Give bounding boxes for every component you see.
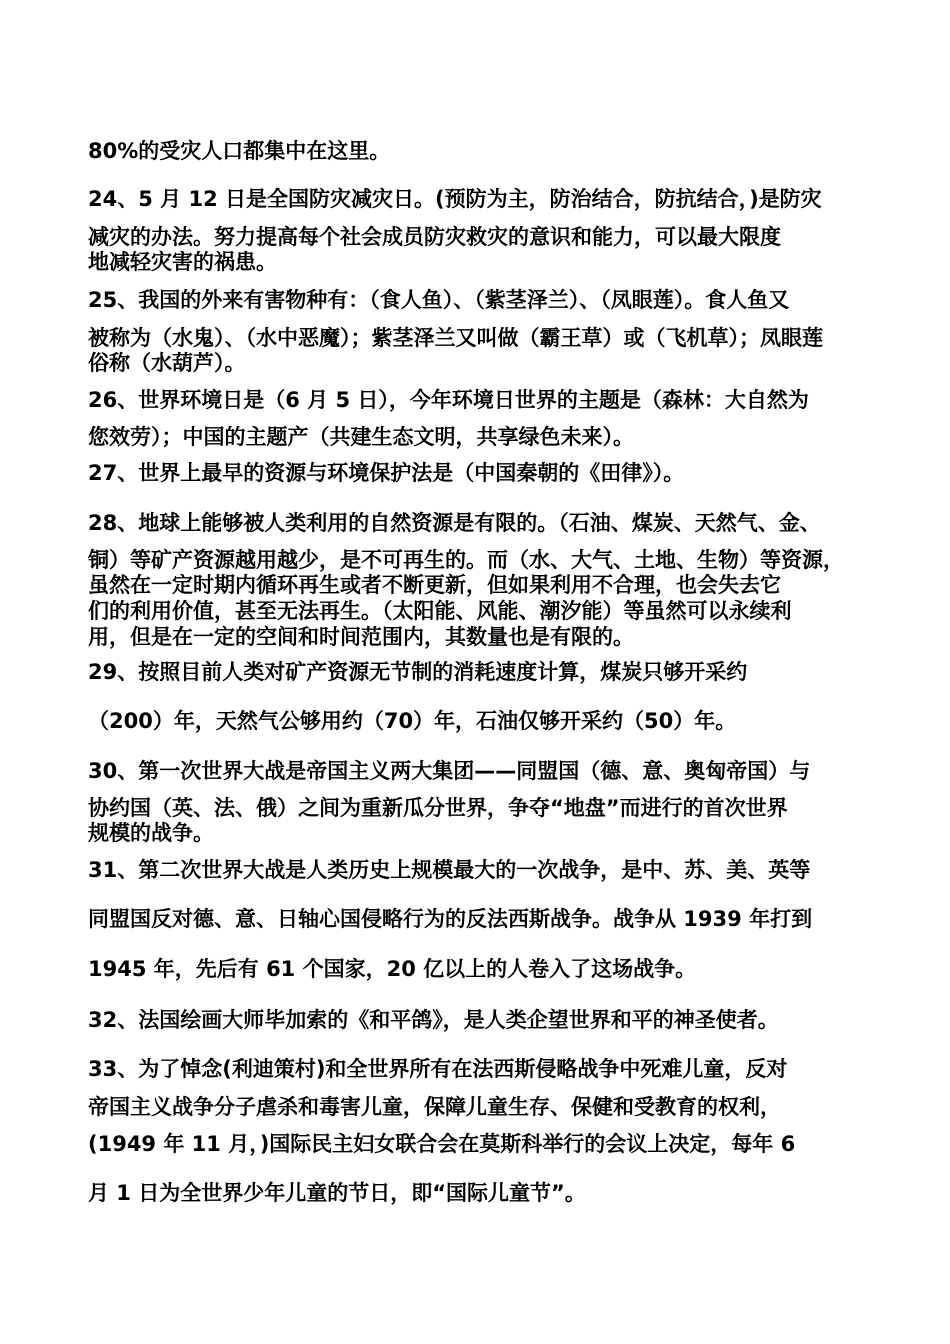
text-line: 25、我国的外来有害物种有：（食人鱼）、（紫茎泽兰）、（凤眼莲）。食人鱼又: [88, 288, 790, 312]
text-line: 虽然在一定时期内循环再生或者不断更新，但如果利用不合理，也会失去它: [88, 573, 781, 597]
text-line: 同盟国反对德、意、日轴心国侵略行为的反法西斯战争。战争从 1939 年打到: [88, 907, 813, 931]
text-line: 28、地球上能够被人类利用的自然资源是有限的。（石油、煤炭、天然气、金、: [88, 511, 821, 535]
text-line: 被称为（水鬼）、（水中恶魔）；紫茎泽兰又叫做（霸王草）或（飞机草）；凤眼莲: [88, 326, 823, 350]
text-line: （200）年，天然气公够用约（70）年，石油仅够开采约（50）年。: [88, 709, 737, 733]
text-line: 用，但是在一定的空间和时间范围内，其数量也是有限的。: [88, 625, 634, 649]
text-line: 1945 年，先后有 61 个国家，20 亿以上的人卷入了这场战争。: [88, 957, 697, 981]
text-line: 地减轻灾害的祸患。: [88, 250, 277, 274]
text-line: 26、世界环境日是（6 月 5 日），今年环境日世界的主题是（森林：大自然为: [88, 388, 809, 412]
text-line: 们的利用价值，甚至无法再生。（太阳能、风能、潮汐能）等虽然可以永续利: [88, 599, 792, 623]
text-line: 30、第一次世界大战是帝国主义两大集团——同盟国（德、意、奥匈帝国）与: [88, 759, 811, 783]
text-line: 铜）等矿产资源越用越少，是不可再生的。而（水、大气、土地、生物）等资源，: [88, 548, 844, 572]
text-line: 31、第二次世界大战是人类历史上规模最大的一次战争，是中、苏、美、英等: [88, 858, 811, 882]
text-line: 24、5 月 12 日是全国防灾减灾日。(预防为主，防治结合，防抗结合，)是防灾: [88, 187, 822, 211]
text-line: 您效劳）；中国的主题产（共建生态文明，共享绿色未来）。: [88, 425, 634, 449]
text-line: 规模的战争。: [88, 821, 214, 845]
text-line: 29、按照目前人类对矿产资源无节制的消耗速度计算，煤炭只够开采约: [88, 660, 748, 684]
text-line: 32、法国绘画大师毕加索的《和平鸽》，是人类企望世界和平的神圣使者。: [88, 1008, 779, 1032]
text-line: 33、为了悼念(利迪策村)和全世界所有在法西斯侵略战争中死难儿童，反对: [88, 1057, 788, 1081]
text-line: 月 1 日为全世界少年儿童的节日，即“国际儿童节”。: [88, 1181, 586, 1205]
text-line: 帝国主义战争分子虐杀和毒害儿童，保障儿童生存、保健和受教育的权利，: [88, 1095, 781, 1119]
text-line: 80%的受灾人口都集中在这里。: [88, 139, 391, 163]
text-line: 协约国（英、法、俄）之间为重新瓜分世界，争夺“地盘”而进行的首次世界: [88, 796, 788, 820]
text-line: 俗称（水葫芦）。: [88, 351, 246, 375]
text-line: 减灾的办法。努力提高每个社会成员防灾救灾的意识和能力，可以最大限度: [88, 225, 781, 249]
text-line: (1949 年 11 月，)国际民主妇女联合会在莫斯科举行的会议上决定，每年 6: [88, 1132, 796, 1156]
text-line: 27、世界上最早的资源与环境保护法是（中国秦朝的《田律》）。: [88, 461, 685, 485]
